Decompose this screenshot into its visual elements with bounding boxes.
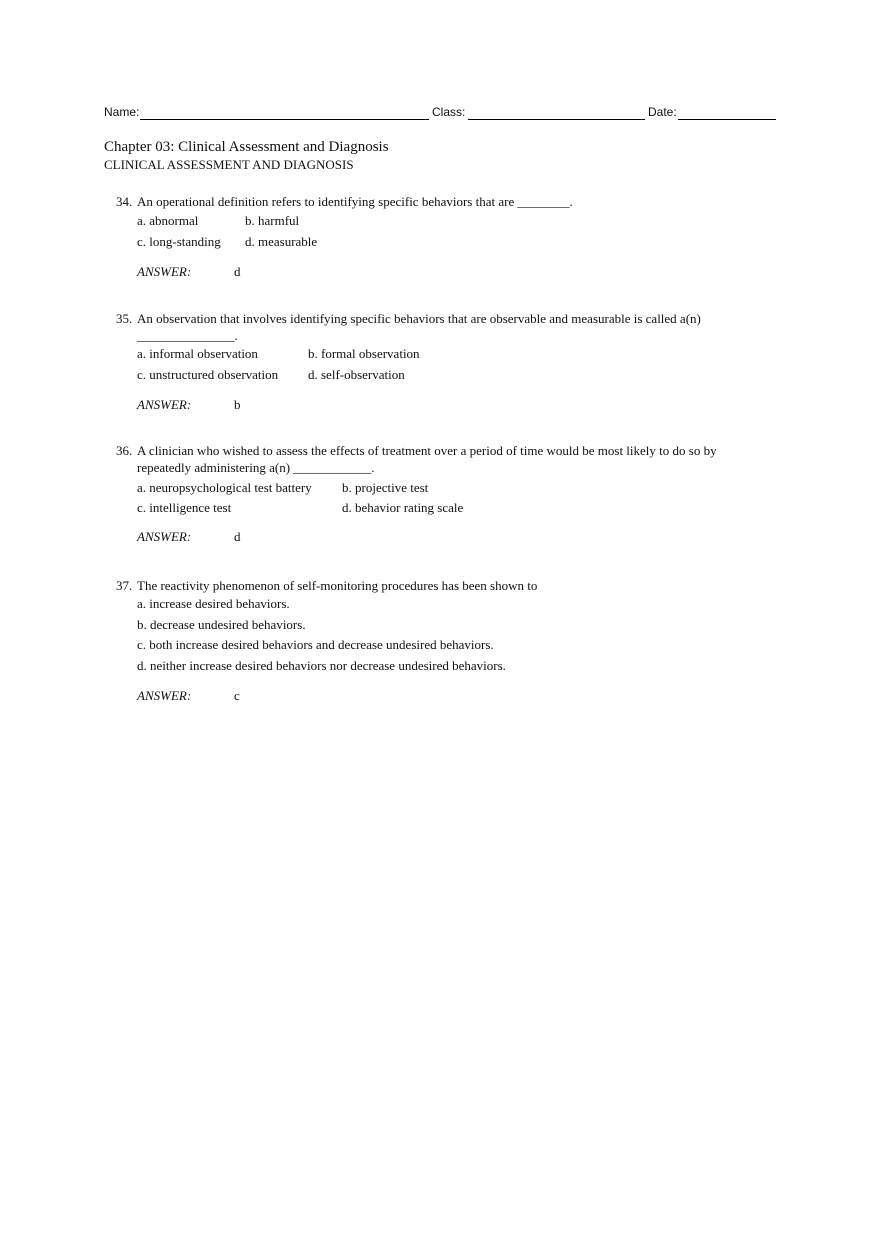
question-text: The reactivity phenomenon of self-monitoring procedures has been shown to: [137, 578, 538, 593]
option-b: b. decrease undesired behaviors.: [137, 617, 306, 632]
option-d: d. behavior rating scale: [342, 500, 464, 515]
answer-label: ANSWER:: [137, 397, 192, 412]
option-d: d. neither increase desired behaviors nor decrease undesired behaviors.: [137, 658, 506, 673]
option-a: a. neuropsychological test battery: [137, 480, 312, 495]
chapter-title: Chapter 03: Clinical Assessment and Diagnosis: [104, 139, 389, 155]
question-text: An operational definition refers to identifying specific behaviors that are ________.: [137, 194, 573, 209]
date-field-line[interactable]: [678, 119, 776, 120]
option-c: c. intelligence test: [137, 500, 232, 515]
question-number: 36.: [116, 443, 133, 458]
option-a: a. informal observation: [137, 346, 258, 361]
question-text-cont: repeatedly administering a(n) ____________.: [137, 460, 375, 475]
question-number: 37.: [116, 578, 133, 593]
answer-label: ANSWER:: [137, 264, 192, 279]
option-d: d. self-observation: [308, 367, 405, 382]
name-field-line[interactable]: [140, 119, 429, 120]
option-b: b. formal observation: [308, 346, 420, 361]
question-text: An observation that involves identifying specific behaviors that are observable and measurable is called a(n): [137, 311, 701, 326]
question-number: 34.: [116, 194, 133, 209]
answer-value: c: [234, 688, 240, 703]
option-c: c. unstructured observation: [137, 367, 279, 382]
answer-value: d: [234, 264, 241, 279]
option-b: b. harmful: [245, 213, 300, 228]
date-label: Date:: [648, 105, 677, 119]
answer-value: b: [234, 397, 241, 412]
class-field-line[interactable]: [468, 119, 645, 120]
option-a: a. increase desired behaviors.: [137, 596, 290, 611]
option-c: c. long-standing: [137, 234, 221, 249]
question-number: 35.: [116, 311, 133, 326]
question-text: A clinician who wished to assess the effects of treatment over a period of time would be most likely to do so by: [137, 443, 717, 458]
option-d: d. measurable: [245, 234, 318, 249]
option-b: b. projective test: [342, 480, 429, 495]
answer-label: ANSWER:: [137, 529, 192, 544]
chapter-subtitle: CLINICAL ASSESSMENT AND DIAGNOSIS: [104, 157, 354, 172]
answer-value: d: [234, 529, 241, 544]
option-a: a. abnormal: [137, 213, 199, 228]
answer-label: ANSWER:: [137, 688, 192, 703]
class-label: Class:: [432, 105, 466, 119]
question-text-cont: _______________.: [137, 328, 238, 343]
name-label: Name:: [104, 105, 140, 119]
option-c: c. both increase desired behaviors and decrease undesired behaviors.: [137, 637, 494, 652]
